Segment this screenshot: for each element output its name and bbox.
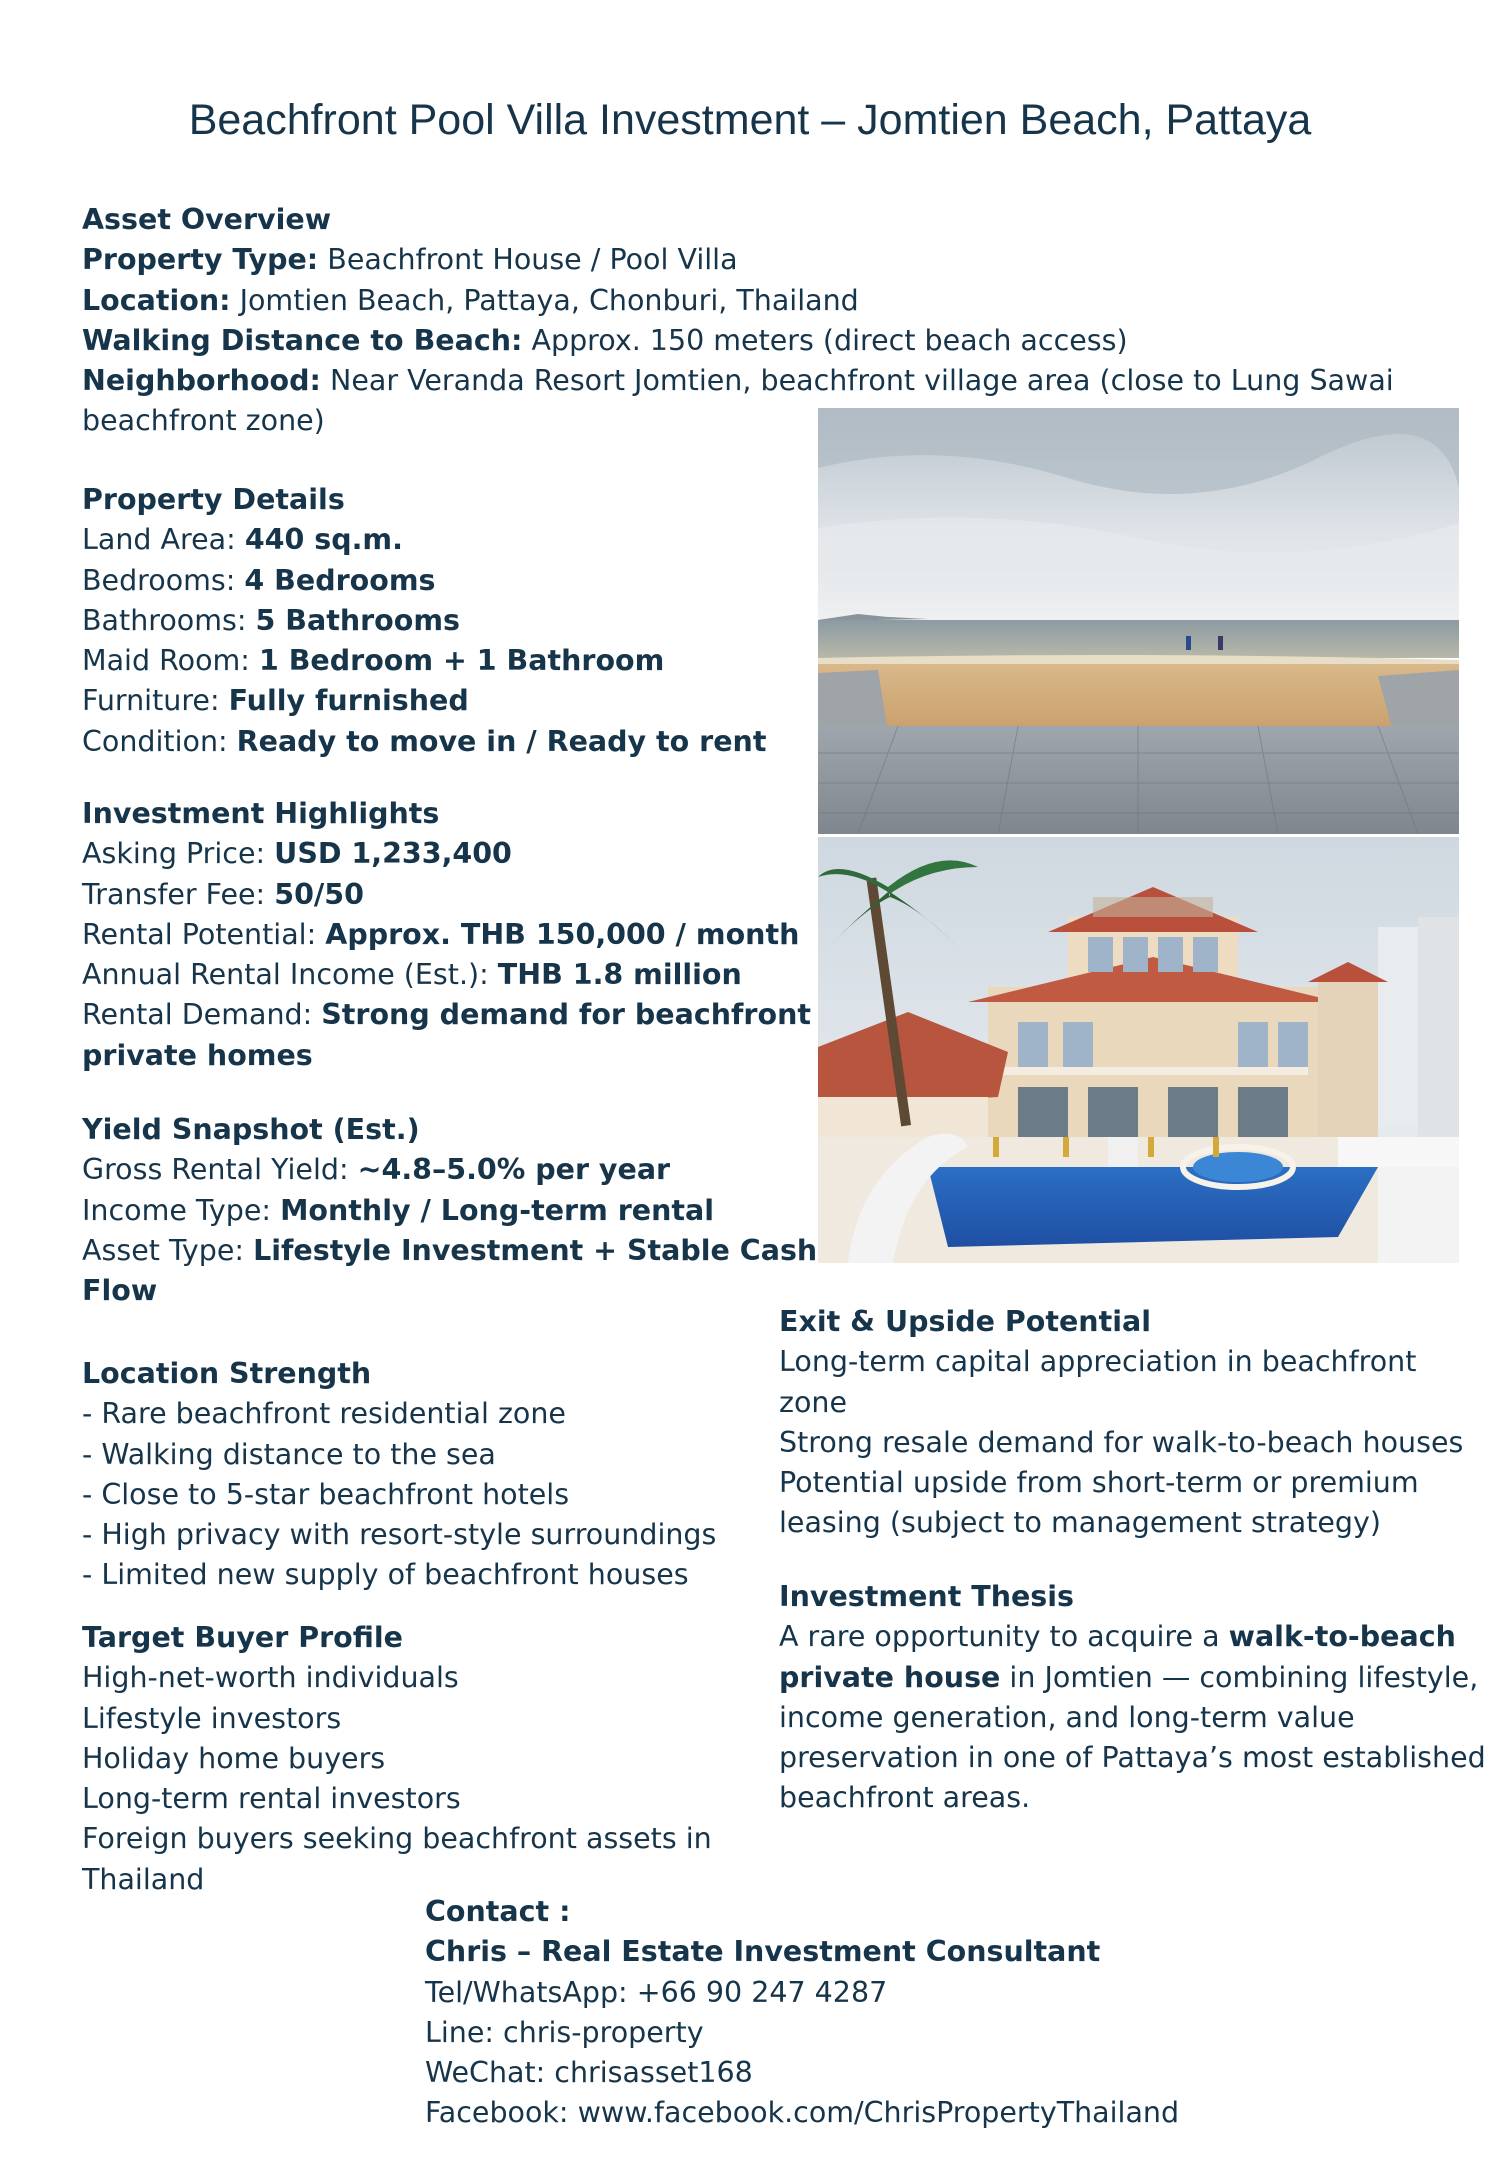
investment-highlights-section — [82, 794, 811, 1076]
rental-demand-value: Strong demand for beachfront — [321, 998, 811, 1032]
yield-snapshot-heading: Yield Snapshot (Est.) — [82, 1113, 420, 1146]
target-buyer-item: Holiday home buyers — [82, 1741, 386, 1775]
thesis-text: beachfront areas. — [779, 1781, 1031, 1815]
target-buyer-item: Foreign buyers seeking beachfront assets in — [82, 1822, 712, 1856]
thesis-text: preservation in one of Pattaya’s most established — [779, 1741, 1486, 1775]
bedrooms-value: 4 Bedrooms — [244, 563, 436, 597]
contact-name: Chris – Real Estate Investment Consultant — [425, 1935, 1101, 1969]
land-area-label: Land Area: — [82, 523, 245, 557]
rental-potential-label: Rental Potential: — [82, 917, 326, 951]
transfer-fee-value: 50/50 — [274, 877, 364, 911]
asking-price-label: Asking Price: — [82, 837, 275, 871]
income-type-value: Monthly / Long-term rental — [280, 1193, 714, 1227]
target-buyer-section — [82, 1618, 712, 1900]
location-strength-item: - Limited new supply of beachfront houses — [82, 1558, 689, 1592]
condition-label: Condition: — [82, 724, 237, 758]
thesis-bold: private house — [779, 1660, 1001, 1694]
target-buyer-item: Long-term rental investors — [82, 1782, 461, 1816]
location-strength-heading: Location Strength — [82, 1357, 372, 1390]
location-strength-item: - Close to 5-star beachfront hotels — [82, 1477, 570, 1511]
asset-type-value: Lifestyle Investment + Stable Cash — [253, 1233, 818, 1267]
income-type-label: Income Type: — [82, 1193, 281, 1227]
land-area-value: 440 sq.m. — [244, 523, 403, 557]
maid-room-label: Maid Room: — [82, 644, 259, 678]
exit-line: Long-term capital appreciation in beachfront — [779, 1345, 1417, 1379]
annual-income-label: Annual Rental Income (Est.): — [82, 958, 498, 992]
walking-distance-value: Approx. 150 meters (direct beach access) — [522, 323, 1128, 357]
target-buyer-item: Lifestyle investors — [82, 1701, 342, 1735]
furniture-label: Furniture: — [82, 684, 229, 718]
exit-line: zone — [779, 1385, 847, 1419]
location-strength-item: - Walking distance to the sea — [82, 1437, 496, 1471]
neighborhood-value-cont: beachfront zone) — [82, 404, 325, 438]
location-strength-item: - High privacy with resort-style surroundings — [82, 1518, 717, 1552]
asset-type-label: Asset Type: — [82, 1233, 254, 1267]
villa-photo — [818, 837, 1459, 1263]
contact-line-id: Line: chris-property — [425, 2015, 704, 2049]
investment-highlights-heading: Investment Highlights — [82, 797, 440, 830]
asking-price-value: USD 1,233,400 — [274, 837, 512, 871]
target-buyer-item: Thailand — [82, 1862, 205, 1896]
target-buyer-heading: Target Buyer Profile — [82, 1621, 403, 1654]
asset-overview-section — [82, 200, 1394, 442]
transfer-fee-label: Transfer Fee: — [82, 877, 275, 911]
thesis-text: in Jomtien — combining lifestyle, — [1000, 1660, 1479, 1694]
exit-line: leasing (subject to management strategy) — [779, 1506, 1382, 1540]
neighborhood-value: Near Veranda Resort Jomtien, beachfront village area (close to Lung Sawai — [320, 364, 1394, 398]
property-type-value: Beachfront House / Pool Villa — [318, 243, 738, 277]
exit-line: Potential upside from short-term or premium — [779, 1466, 1419, 1500]
contact-tel[interactable]: Tel/WhatsApp: +66 90 247 4287 — [425, 1975, 888, 2009]
property-details-section — [82, 480, 766, 762]
location-strength-section — [82, 1354, 716, 1596]
property-type-label: Property Type: — [82, 243, 319, 277]
exit-upside-heading: Exit & Upside Potential — [779, 1305, 1151, 1338]
contact-section — [425, 1892, 1179, 2134]
bathrooms-label: Bathrooms: — [82, 603, 256, 637]
bathrooms-value: 5 Bathrooms — [255, 603, 460, 637]
investment-thesis-section — [779, 1577, 1486, 1819]
yield-snapshot-section — [82, 1110, 817, 1311]
thesis-bold: walk-to-beach — [1228, 1620, 1456, 1654]
thesis-text: income generation, and long-term value — [779, 1700, 1355, 1734]
maid-room-value: 1 Bedroom + 1 Bathroom — [258, 644, 665, 678]
contact-facebook-link[interactable]: Facebook: www.facebook.com/ChrisPropertyThailand — [425, 2096, 1180, 2130]
property-details-heading: Property Details — [82, 483, 345, 516]
condition-value: Ready to move in / Ready to rent — [236, 724, 767, 758]
walking-distance-label: Walking Distance to Beach: — [82, 323, 523, 357]
target-buyer-item: High-net-worth individuals — [82, 1661, 459, 1695]
rental-demand-label: Rental Demand: — [82, 998, 322, 1032]
gross-yield-value: ~4.8–5.0% per year — [357, 1153, 671, 1187]
asset-type-value-cont: Flow — [82, 1274, 158, 1308]
contact-wechat: WeChat: chrisasset168 — [425, 2056, 753, 2090]
exit-upside-section — [779, 1302, 1463, 1544]
thesis-text: A rare opportunity to acquire a — [779, 1620, 1229, 1654]
gross-yield-label: Gross Rental Yield: — [82, 1153, 358, 1187]
rental-demand-value-cont: private homes — [82, 1038, 313, 1072]
contact-heading: Contact : — [425, 1895, 571, 1928]
location-value: Jomtien Beach, Pattaya, Chonburi, Thailand — [230, 283, 859, 317]
investment-thesis-heading: Investment Thesis — [779, 1580, 1075, 1613]
exit-line: Strong resale demand for walk-to-beach houses — [779, 1425, 1464, 1459]
neighborhood-label: Neighborhood: — [82, 364, 321, 398]
location-label: Location: — [82, 283, 231, 317]
rental-potential-value: Approx. THB 150,000 / month — [325, 917, 800, 951]
beach-photo — [818, 408, 1459, 834]
location-strength-item: - Rare beachfront residential zone — [82, 1397, 566, 1431]
bedrooms-label: Bedrooms: — [82, 563, 245, 597]
page-title: Beachfront Pool Villa Investment – Jomtien Beach, Pattaya — [188, 96, 1312, 144]
annual-income-value: THB 1.8 million — [497, 958, 742, 992]
furniture-value: Fully furnished — [228, 684, 469, 718]
asset-overview-heading: Asset Overview — [82, 203, 332, 236]
